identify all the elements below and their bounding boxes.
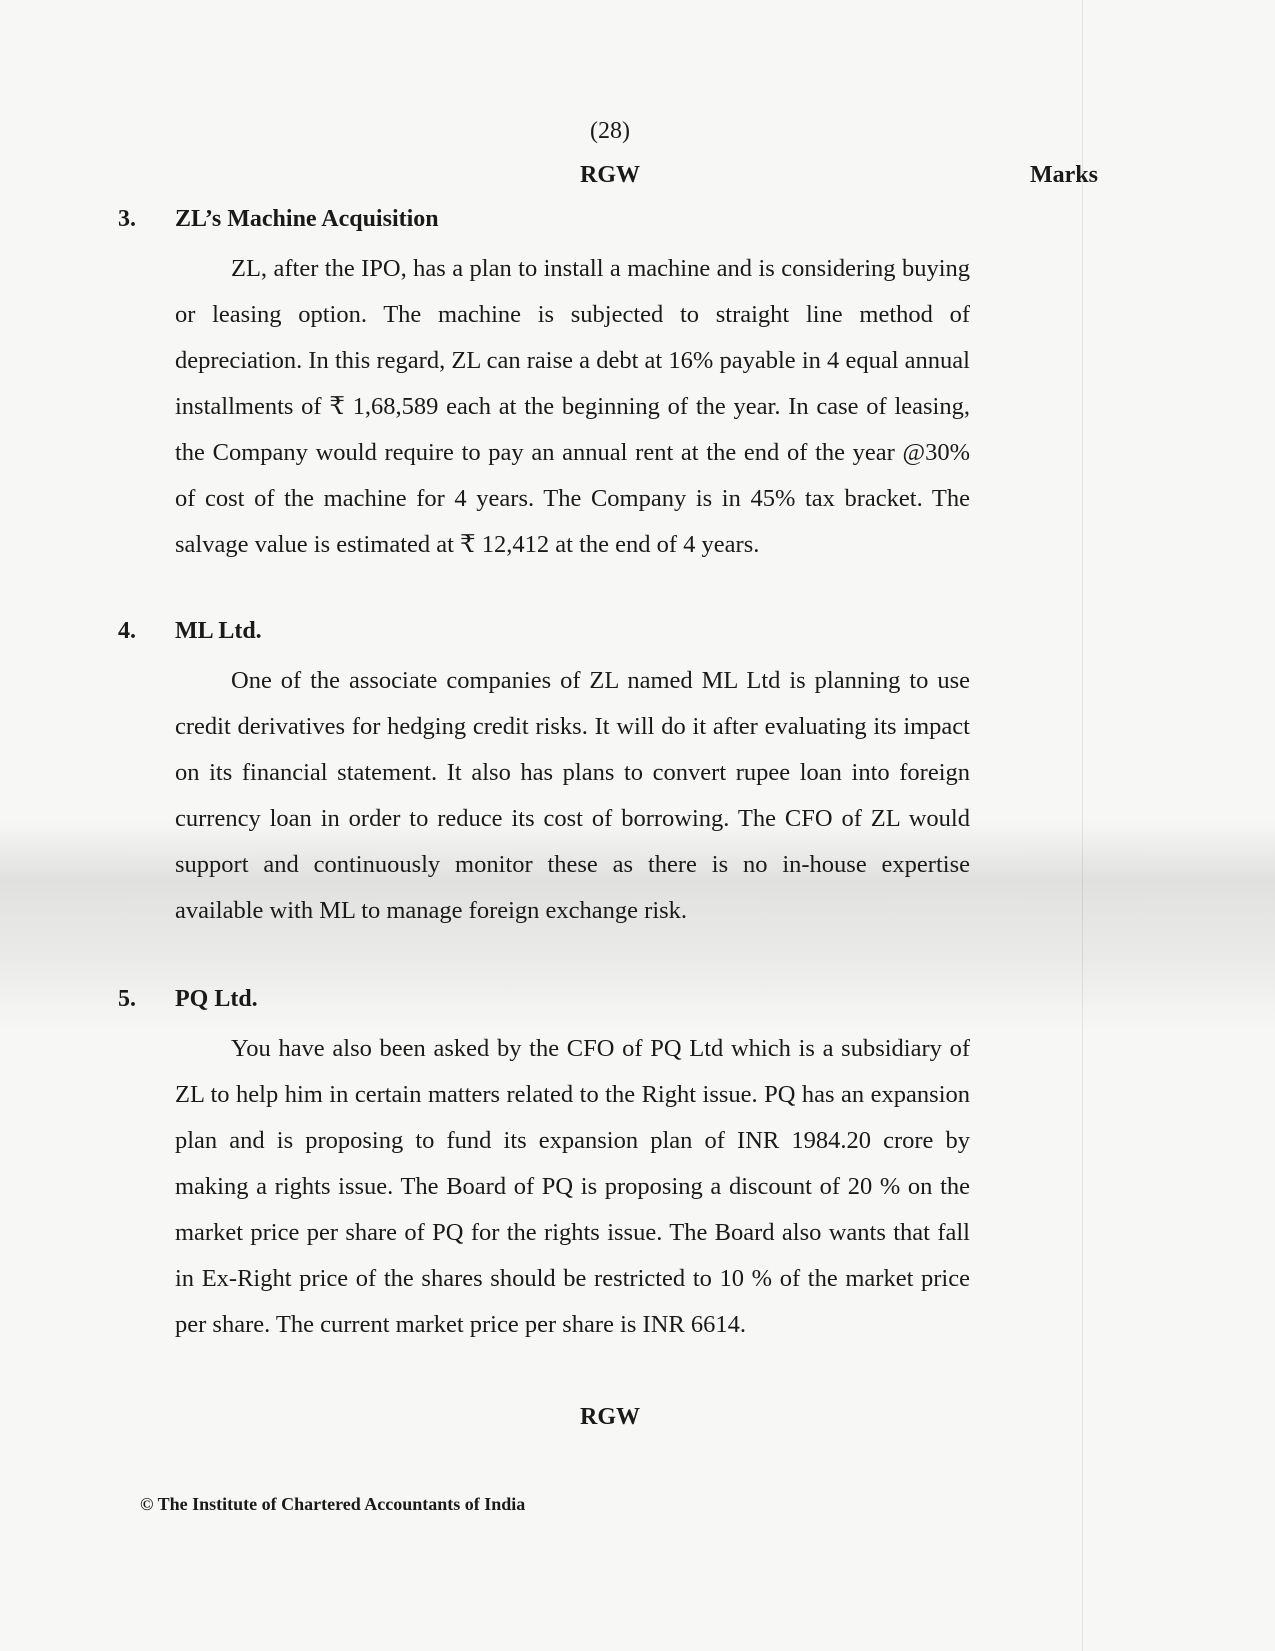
section-title: ML Ltd. (175, 618, 262, 644)
header-paper-code: RGW (580, 162, 640, 188)
section-number: 4. (118, 618, 136, 644)
section-number: 3. (118, 206, 136, 232)
section-title: PQ Ltd. (175, 986, 258, 1012)
marks-column-label: Marks (1030, 162, 1098, 188)
section-number: 5. (118, 986, 136, 1012)
section-paragraph: One of the associate companies of ZL named ML Ltd is planning to use credit derivatives for hedging credit risks. It will do it after evaluating its impact on its financial statement. It also has plans to convert rupee loan into foreign currency loan in order to reduce its cost of borrowing. The CFO of ZL would support and continuously monitor these as there is no in-house expertise available with ML to manage foreign exchange risk. (175, 667, 970, 924)
section-paragraph: You have also been asked by the CFO of PQ Ltd which is a subsidiary of ZL to help him in certain matters related to the Right issue. PQ has an expansion plan and is proposing to fund its expansion plan of INR 1984.20 crore by making a rights issue. The Board of PQ is proposing a discount of 20 % on the market price per share of PQ for the rights issue. The Board also wants that fall in Ex-Right price of the shares should be restricted to 10 % of the market price per share. The current market price per share is INR 6614. (175, 1035, 970, 1338)
page-number: (28) (590, 118, 630, 144)
copyright-notice: © The Institute of Chartered Accountants of India (140, 1494, 526, 1514)
section-title: ZL’s Machine Acquisition (175, 206, 439, 232)
footer-paper-code: RGW (580, 1404, 640, 1430)
section-paragraph: ZL, after the IPO, has a plan to install a machine and is considering buying or leasing option. The machine is subjected to straight line method of depreciation. In this regard, ZL can raise a debt at 16% payable in 4 equal annual installments of ₹ 1,68,589 each at the beginning of the year. In case of leasing, the Company would require to pay an annual rent at the end of the year @30% of cost of the machine for 4 years. The Company is in 45% tax bracket. The salvage value is estimated at ₹ 12,412 at the end of 4 years. (175, 255, 970, 558)
